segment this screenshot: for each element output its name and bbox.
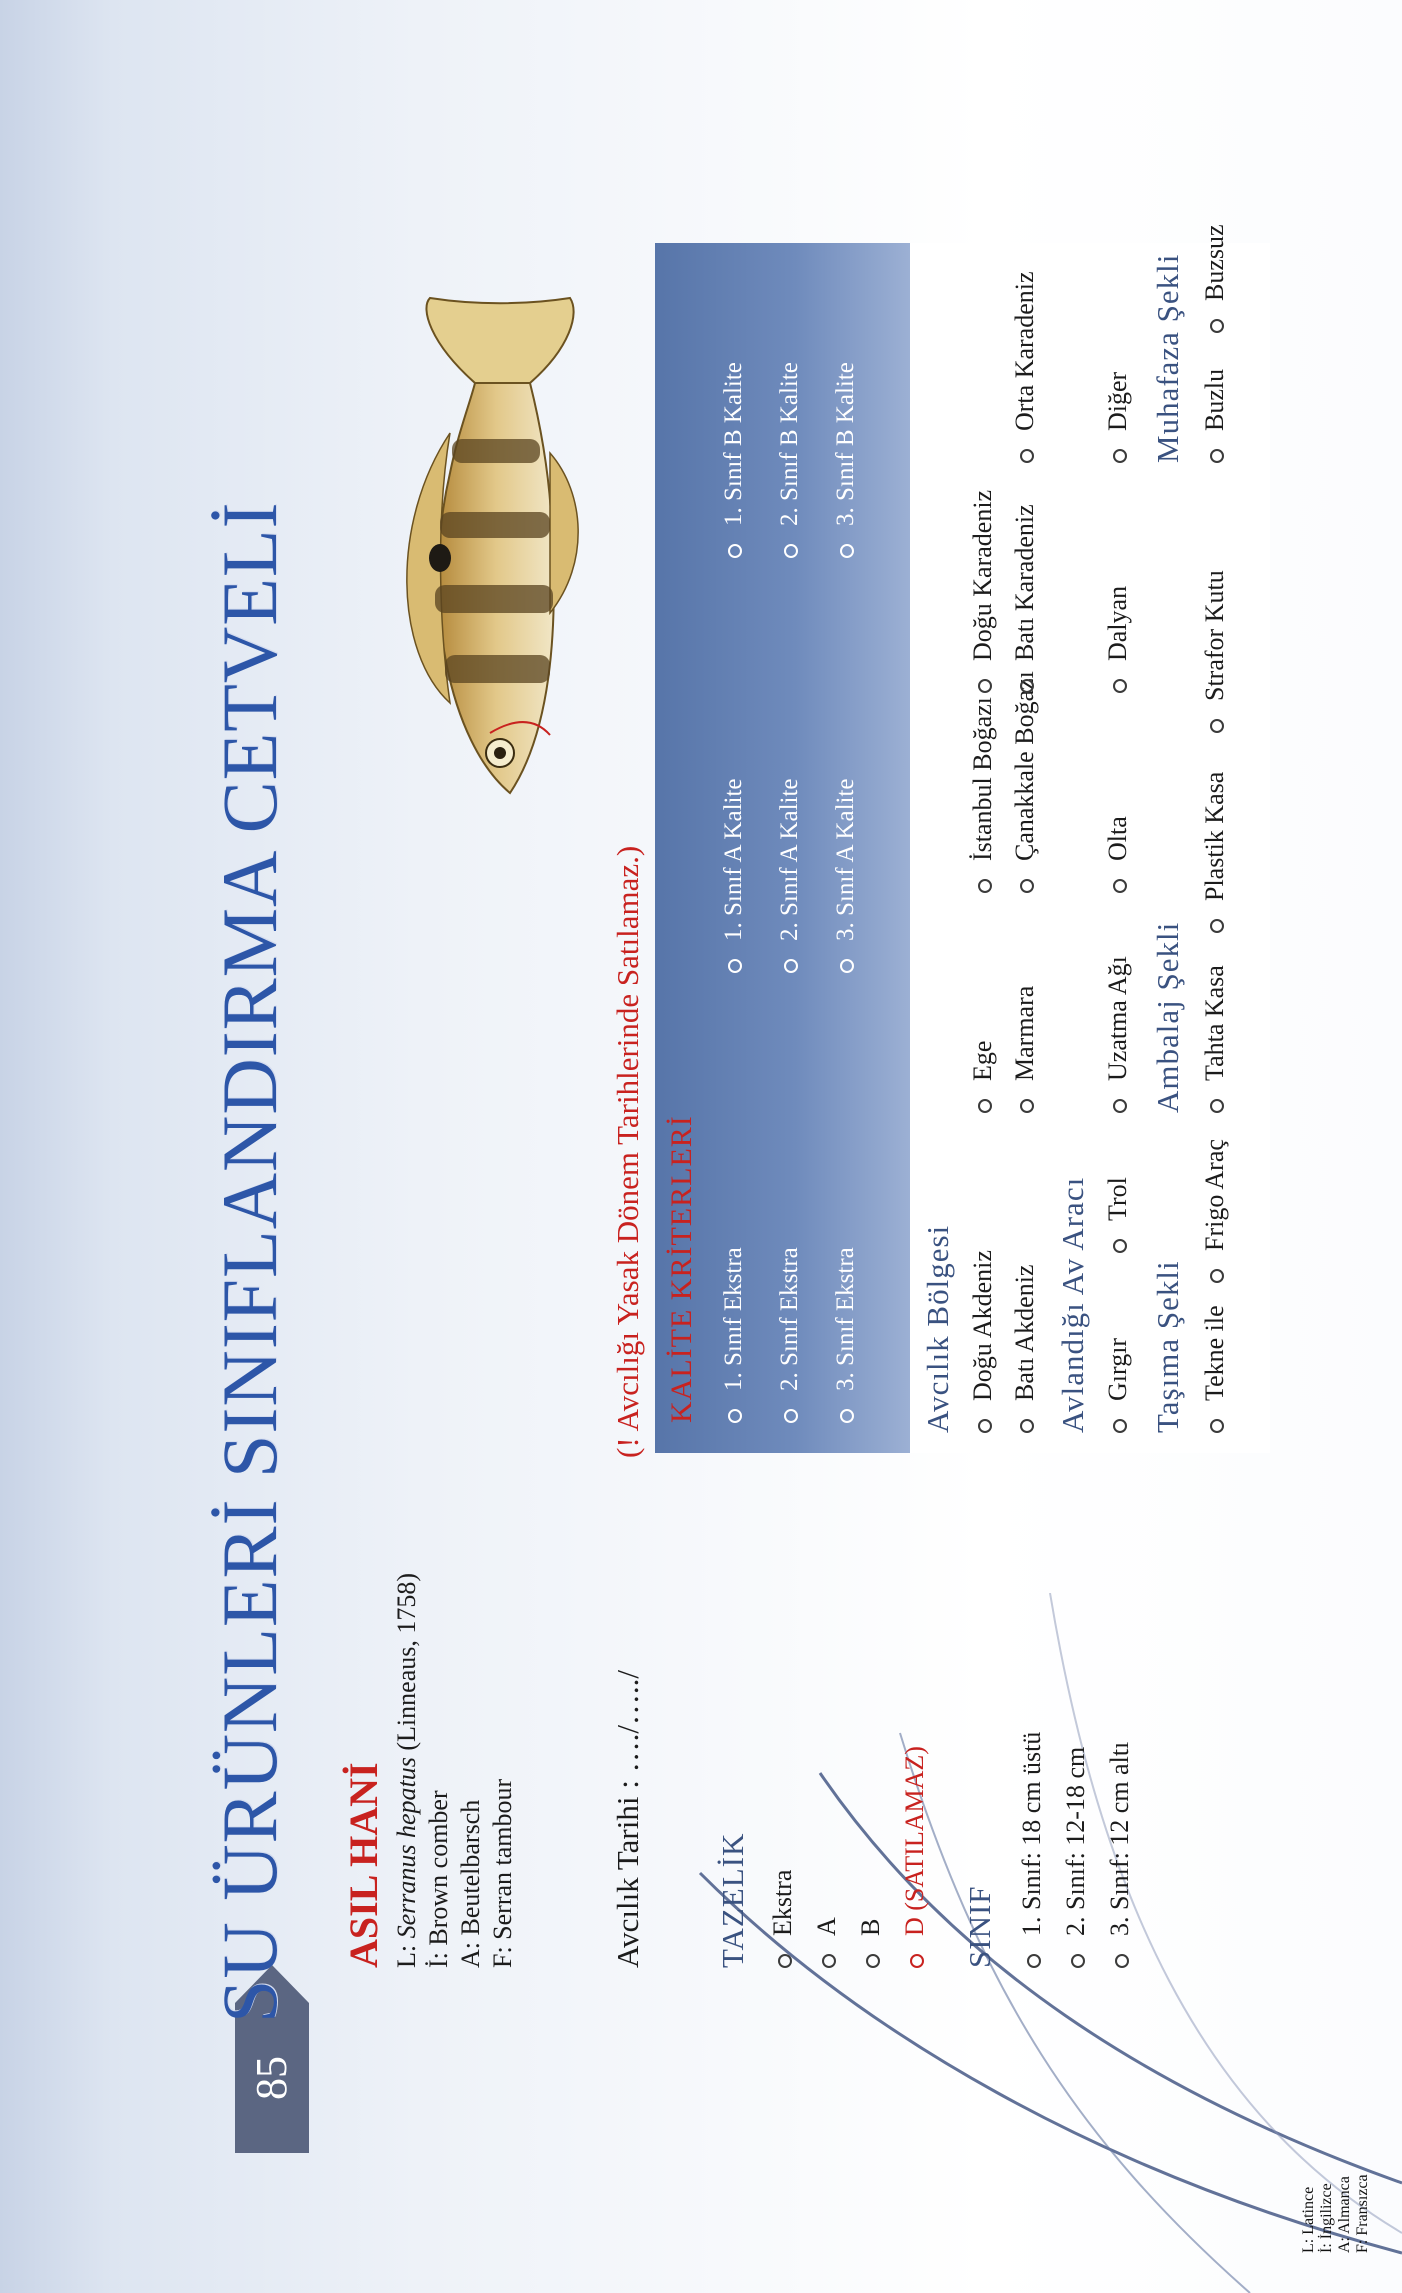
catch-date-label: Avcılık Tarihi : …./…../ — [610, 1669, 645, 1968]
radio-circle-icon — [784, 1409, 798, 1423]
region-heading: Avcılık Bölgesi — [920, 1224, 955, 1433]
radio-circle-icon — [840, 959, 854, 973]
transport-option[interactable]: Frigo Araç — [1200, 1139, 1230, 1283]
region-option[interactable]: Ege — [968, 1041, 998, 1113]
radio-circle-icon — [1020, 879, 1034, 893]
transport-option[interactable]: Tekne ile — [1200, 1305, 1230, 1433]
latin-name-line — [392, 1573, 422, 1968]
page-number: 85 — [247, 2056, 296, 2100]
radio-circle-icon — [1210, 1099, 1224, 1113]
radio-circle-icon — [1210, 449, 1224, 463]
language-legend — [1300, 2174, 1372, 2253]
radio-circle-icon — [1113, 679, 1127, 693]
transport-heading: Taşıma Şekli — [1150, 1260, 1185, 1433]
freshness-option-b[interactable]: B — [856, 1919, 886, 1968]
page-title: SU ÜRÜNLERİ SINIFLANDIRMA CETVELİ — [206, 501, 293, 2023]
quality-option[interactable]: 3. Sınıf A Kalite — [832, 779, 860, 974]
radio-circle-icon — [784, 544, 798, 558]
radio-circle-icon — [1113, 1239, 1127, 1253]
packaging-option[interactable]: Strafor Kutu — [1200, 570, 1230, 733]
fish-illustration — [300, 293, 630, 853]
packaging-option[interactable]: Tahta Kasa — [1200, 965, 1230, 1113]
radio-circle-icon — [866, 1954, 880, 1968]
gear-heading: Avlandığı Av Aracı — [1055, 1176, 1090, 1433]
radio-circle-icon — [1020, 449, 1034, 463]
radio-circle-icon — [1210, 319, 1224, 333]
packaging-heading: Ambalaj Şekli — [1150, 921, 1185, 1113]
radio-circle-icon — [822, 1954, 836, 1968]
freshness-option-a[interactable]: A — [812, 1917, 842, 1968]
radio-circle-icon — [1071, 1954, 1085, 1968]
radio-circle-icon — [728, 959, 742, 973]
size-class-option-1[interactable]: 1. Sınıf: 18 cm üstü — [1017, 1732, 1047, 1968]
radio-circle-icon — [978, 879, 992, 893]
quality-option[interactable]: 1. Sınıf Ekstra — [720, 1247, 748, 1423]
quality-option[interactable]: 1. Sınıf A Kalite — [720, 779, 748, 974]
french-name: F: Serran tambour — [488, 1778, 517, 1968]
latin-name: Serranus hepatus — [392, 1757, 421, 1939]
region-option[interactable]: Batı Akdeniz — [1010, 1265, 1040, 1433]
radio-circle-icon — [1020, 1099, 1034, 1113]
gear-option[interactable]: Olta — [1103, 816, 1133, 893]
region-option[interactable]: Orta Karadeniz — [1010, 271, 1040, 463]
radio-circle-icon — [840, 544, 854, 558]
region-option[interactable]: Marmara — [1010, 986, 1040, 1113]
radio-circle-icon — [778, 1954, 792, 1968]
storage-option[interactable]: Buzsuz — [1200, 224, 1230, 333]
quality-option[interactable]: 1. Sınıf B Kalite — [720, 362, 748, 558]
size-class-option-2[interactable]: 2. Sınıf: 12-18 cm — [1061, 1747, 1091, 1968]
radio-circle-icon — [728, 1409, 742, 1423]
radio-circle-icon — [840, 1409, 854, 1423]
radio-circle-icon — [1027, 1954, 1041, 1968]
radio-circle-icon — [1115, 1954, 1129, 1968]
german-name: A: Beutelbarsch — [456, 1799, 485, 1968]
region-option[interactable]: Çanakkale Boğazı — [1010, 671, 1040, 893]
radio-circle-icon — [978, 1099, 992, 1113]
freshness-option-d[interactable]: D (SATILAMAZ) — [900, 1746, 930, 1968]
size-class-heading: SINIF — [962, 1885, 997, 1968]
radio-circle-icon — [1020, 679, 1034, 693]
quality-option[interactable]: 3. Sınıf B Kalite — [832, 362, 860, 558]
legend-french: F: Fransızca — [1354, 2174, 1371, 2253]
radio-circle-icon — [910, 1954, 924, 1968]
packaging-option[interactable]: Plastik Kasa — [1200, 772, 1230, 933]
gear-option[interactable]: Uzatma Ağı — [1103, 956, 1133, 1113]
legend-english: İ: İngilizce — [1318, 2183, 1335, 2253]
radio-circle-icon — [784, 959, 798, 973]
radio-circle-icon — [1113, 449, 1127, 463]
region-option[interactable]: Batı Karadeniz — [1010, 504, 1040, 693]
size-class-option-3[interactable]: 3. Sınıf: 12 cm altı — [1105, 1742, 1135, 1968]
gear-option[interactable]: Gırgır — [1103, 1338, 1133, 1433]
storage-option[interactable]: Buzlu — [1200, 369, 1230, 463]
freshness-heading: TAZELİK — [715, 1832, 750, 1968]
radio-circle-icon — [1210, 719, 1224, 733]
radio-circle-icon — [1113, 1419, 1127, 1433]
radio-circle-icon — [1210, 1269, 1224, 1283]
radio-circle-icon — [1210, 1419, 1224, 1433]
quality-option[interactable]: 2. Sınıf Ekstra — [776, 1247, 804, 1423]
quality-option[interactable]: 3. Sınıf Ekstra — [832, 1247, 860, 1423]
quality-heading: KALİTE KRİTERLERİ — [665, 1115, 698, 1423]
latin-author: (Linneaus, 1758) — [392, 1572, 421, 1758]
radio-circle-icon — [1113, 1099, 1127, 1113]
species-name: ASIL HANİ — [341, 1762, 386, 1968]
radio-circle-icon — [1210, 919, 1224, 933]
english-name: İ: Brown comber — [424, 1790, 453, 1968]
gear-option[interactable]: Trol — [1103, 1177, 1133, 1253]
radio-circle-icon — [978, 1419, 992, 1433]
latin-prefix: L: — [392, 1938, 421, 1968]
region-option[interactable]: İstanbul Boğazı — [968, 697, 998, 893]
freshness-option-ekstra[interactable]: Ekstra — [768, 1870, 798, 1968]
ban-notice: (! Avcılığı Yasak Dönem Tarihlerinde Satılamaz.) — [610, 845, 645, 1458]
legend-german: A: Almanca — [1336, 2176, 1353, 2253]
legend-latin: L: Latince — [1300, 2186, 1317, 2253]
quality-option[interactable]: 2. Sınıf A Kalite — [776, 779, 804, 974]
storage-heading: Muhafaza Şekli — [1150, 253, 1185, 463]
gear-option[interactable]: Dalyan — [1103, 586, 1133, 693]
quality-option[interactable]: 2. Sınıf B Kalite — [776, 362, 804, 558]
gear-option[interactable]: Diğer — [1103, 372, 1133, 463]
radio-circle-icon — [728, 544, 742, 558]
radio-circle-icon — [978, 679, 992, 693]
radio-circle-icon — [1020, 1419, 1034, 1433]
radio-circle-icon — [1113, 879, 1127, 893]
region-option[interactable]: Doğu Akdeniz — [968, 1250, 998, 1433]
region-option[interactable]: Doğu Karadeniz — [968, 490, 998, 693]
